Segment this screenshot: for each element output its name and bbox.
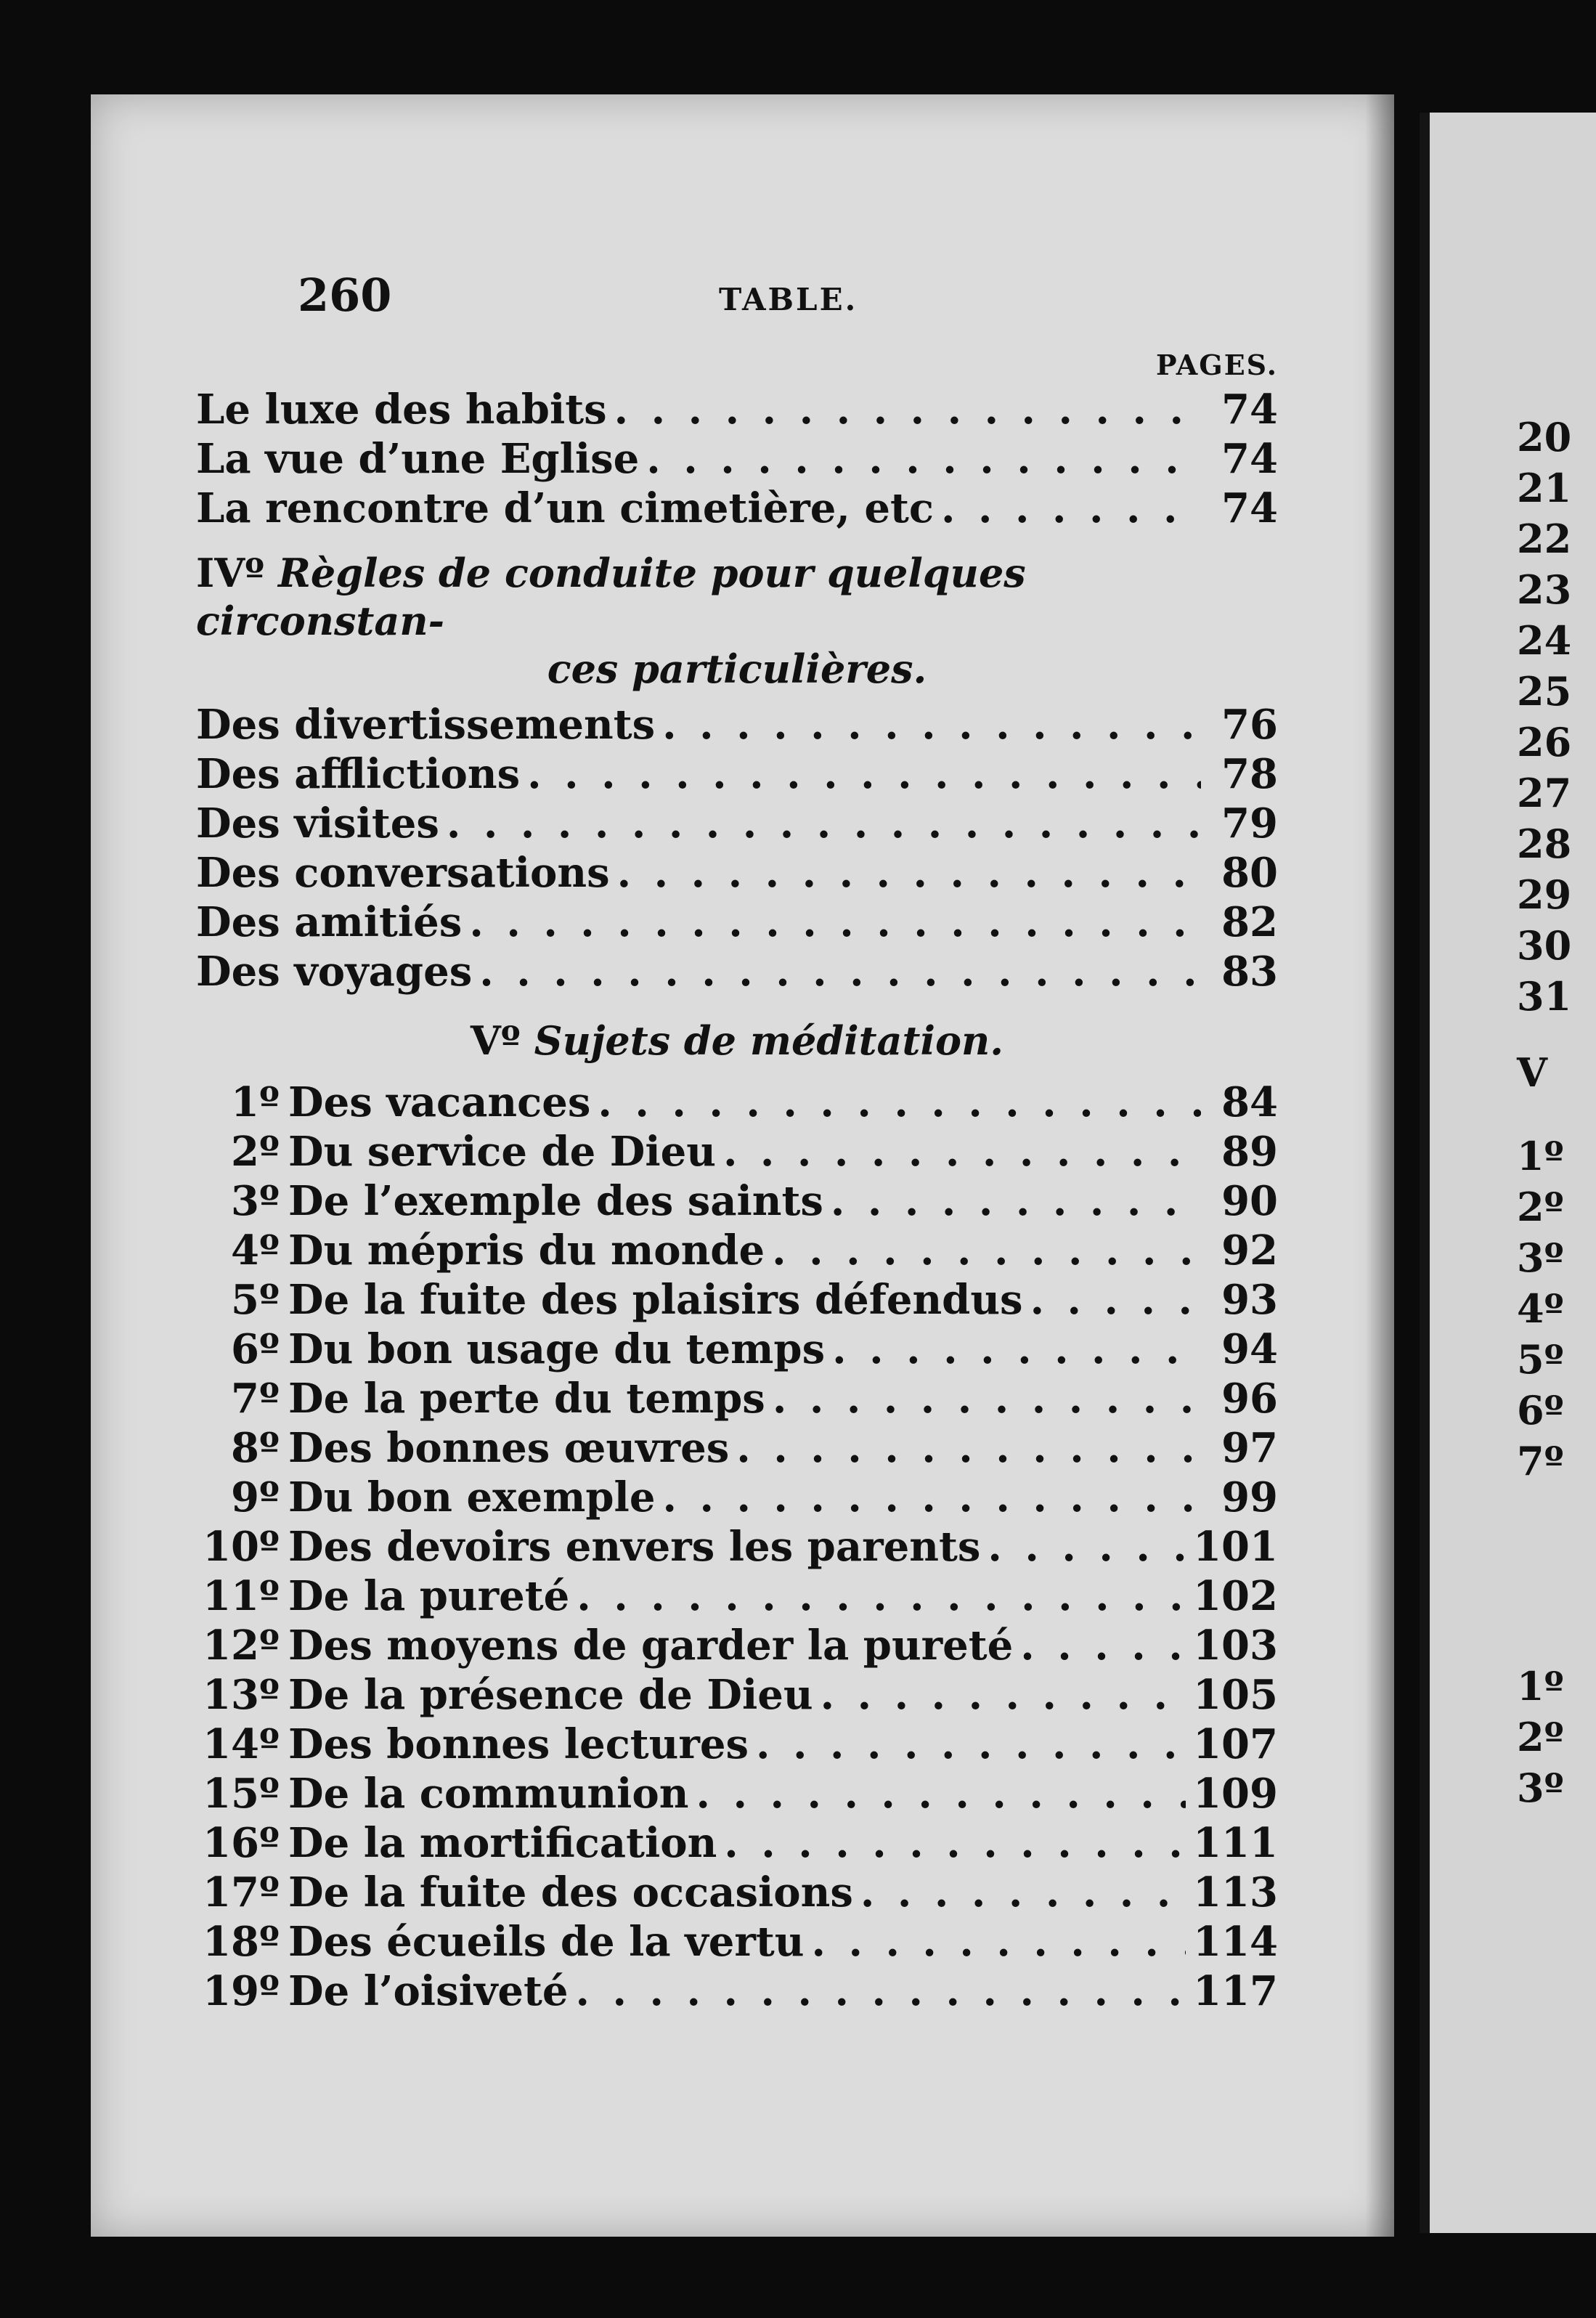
entry-title: Des devoirs envers les parents [288, 1523, 981, 1571]
dot-leader [988, 1522, 1186, 1571]
dot-leader [479, 947, 1201, 996]
entry-page: 105 [1193, 1671, 1278, 1719]
dot-leader [469, 898, 1201, 947]
entry-page: 103 [1193, 1622, 1278, 1670]
section-title-line2: ces particulières. [547, 646, 927, 692]
toc-entry [196, 1275, 1278, 1325]
entry-page: 78 [1221, 750, 1278, 798]
entry-page: 92 [1221, 1227, 1278, 1274]
entry-title: Du service de Dieu [288, 1128, 716, 1176]
entry-number: 4º [231, 1227, 280, 1274]
toc-entry [196, 1127, 1278, 1176]
entry-page: 84 [1221, 1078, 1278, 1126]
toc-entry [196, 1325, 1278, 1374]
adjacent-page-fragment: 3º [1517, 1235, 1564, 1281]
toc-entry [196, 947, 1278, 996]
entry-page: 83 [1221, 948, 1278, 996]
toc-entry [196, 484, 1278, 533]
adjacent-page-fragment: 29 [1517, 871, 1572, 918]
entry-number: 18º [203, 1918, 280, 1966]
entry-page: 96 [1221, 1375, 1278, 1423]
toc-entry [196, 749, 1278, 799]
entry-title: De la communion [288, 1770, 689, 1818]
toc-entry [196, 1571, 1278, 1621]
entry-title: De l’oisiveté [288, 1967, 569, 2015]
entry-number: 8º [231, 1424, 280, 1472]
entry-title: De la fuite des plaisirs défendus [288, 1276, 1023, 1324]
entry-page: 93 [1221, 1276, 1278, 1324]
dot-leader [696, 1769, 1186, 1818]
entry-number: 12º [203, 1622, 280, 1670]
toc-entry [196, 1522, 1278, 1571]
dot-leader [614, 385, 1201, 434]
toc-entry [196, 1176, 1278, 1226]
entry-title: Du bon exemple [288, 1473, 656, 1521]
entry-number: 14º [203, 1720, 280, 1768]
section-roman: Vº [470, 1017, 521, 1064]
entry-title: De l’exemple des saints [288, 1177, 823, 1225]
entry-number: 16º [203, 1819, 280, 1867]
entry-number: 9º [231, 1473, 280, 1521]
dot-leader [772, 1226, 1201, 1275]
adjacent-page-fragment: 31 [1517, 973, 1572, 1020]
dot-leader [662, 700, 1201, 749]
entry-number: 2º [231, 1128, 280, 1176]
dot-leader [941, 484, 1201, 533]
entry-title: Du bon usage du temps [288, 1325, 826, 1373]
entry-page: 82 [1221, 898, 1278, 946]
toc-entry [196, 898, 1278, 947]
toc-entry [196, 385, 1278, 434]
adjacent-page-fragment: 2º [1517, 1184, 1564, 1230]
toc-entry [196, 1967, 1278, 2016]
entry-page: 94 [1221, 1325, 1278, 1373]
page-header [196, 269, 1278, 349]
adjacent-page-fragment: 1º [1517, 1663, 1564, 1709]
dot-leader [1030, 1275, 1201, 1325]
entry-page: 111 [1193, 1819, 1278, 1867]
toc-entry [196, 1473, 1278, 1522]
entry-page: 109 [1193, 1770, 1278, 1818]
section-heading-iv [196, 549, 1278, 693]
dot-leader [831, 1176, 1201, 1226]
toc-entry [196, 1720, 1278, 1769]
toc-entry [196, 1917, 1278, 1967]
pages-column-label: PAGES. [1155, 349, 1278, 381]
toc-entry [196, 799, 1278, 848]
entry-page: 74 [1221, 435, 1278, 483]
dot-leader [1020, 1621, 1186, 1670]
entry-page: 90 [1221, 1177, 1278, 1225]
dot-leader [617, 848, 1201, 898]
entry-number: 19º [203, 1967, 280, 2015]
entry-title: Des visites [196, 800, 439, 847]
section-title-line1: Règles de conduite pour quelques circonstan- [196, 550, 1026, 644]
dot-leader [811, 1917, 1186, 1967]
entry-title: Des moyens de garder la pureté [288, 1622, 1014, 1670]
entry-page: 107 [1193, 1720, 1278, 1768]
dot-leader [576, 1967, 1186, 2016]
entry-title: De la fuite des occasions [288, 1868, 853, 1916]
adjacent-page-fragment: 5º [1517, 1336, 1564, 1383]
entry-title: Des écueils de la vertu [288, 1918, 805, 1966]
entry-number: 17º [203, 1868, 280, 1916]
toc-entry [196, 1818, 1278, 1868]
section-roman: IVº [196, 550, 265, 596]
adjacent-page-edge [1420, 113, 1596, 2233]
section-title: Sujets de méditation. [534, 1017, 1004, 1064]
entry-title: Des conversations [196, 849, 610, 897]
adjacent-page-fragment: 27 [1517, 770, 1572, 816]
entry-page: 74 [1221, 386, 1278, 434]
entry-title: De la mortification [288, 1819, 717, 1867]
adjacent-page-fragment: 23 [1517, 566, 1572, 613]
entry-page: 99 [1221, 1473, 1278, 1521]
adjacent-page-fragment: 22 [1517, 516, 1572, 562]
adjacent-page-fragment: 28 [1517, 821, 1572, 867]
toc-entry [196, 1621, 1278, 1670]
toc-entry [196, 1078, 1278, 1127]
entry-number: 7º [231, 1375, 280, 1423]
dot-leader [724, 1818, 1186, 1868]
adjacent-page-fragment: 24 [1517, 617, 1572, 664]
dot-leader [756, 1720, 1186, 1769]
dot-leader [646, 434, 1201, 484]
entries-group-v [196, 1078, 1278, 2016]
section-heading-v [196, 1017, 1278, 1065]
adjacent-page-fragment: 26 [1517, 719, 1572, 765]
entry-title: De la perte du temps [288, 1375, 765, 1423]
adjacent-page-fragment: 6º [1517, 1387, 1564, 1434]
entry-page: 74 [1221, 484, 1278, 532]
entry-page: 114 [1193, 1918, 1278, 1966]
entry-title: De la pureté [288, 1572, 570, 1620]
dot-leader [773, 1374, 1201, 1423]
entry-number: 10º [203, 1523, 280, 1571]
toc-entry [196, 1868, 1278, 1917]
entry-page: 102 [1193, 1572, 1278, 1620]
dot-leader [832, 1325, 1201, 1374]
adjacent-page-fragment: 7º [1517, 1438, 1564, 1484]
adjacent-page-fragment: 2º [1517, 1714, 1564, 1760]
toc-entry [196, 1374, 1278, 1423]
dot-leader [662, 1473, 1201, 1522]
entry-number: 3º [231, 1177, 280, 1225]
entry-page: 79 [1221, 800, 1278, 847]
entry-page: 89 [1221, 1128, 1278, 1176]
entry-number: 6º [231, 1325, 280, 1373]
adjacent-page-fragment: 20 [1517, 414, 1572, 460]
entry-title: Du mépris du monde [288, 1227, 765, 1274]
dot-leader [821, 1670, 1186, 1720]
entry-page: 80 [1221, 849, 1278, 897]
entry-page: 97 [1221, 1424, 1278, 1472]
entry-page: 113 [1193, 1868, 1278, 1916]
adjacent-page-fragment: 30 [1517, 922, 1572, 969]
dot-leader [527, 749, 1201, 799]
toc-entry [196, 1670, 1278, 1720]
dot-leader [447, 799, 1201, 848]
page-number: 260 [298, 269, 392, 322]
adjacent-page-fragment: 25 [1517, 668, 1572, 715]
entry-title: Des vacances [288, 1078, 591, 1126]
entry-page: 117 [1193, 1967, 1278, 2015]
dot-leader [577, 1571, 1186, 1621]
entry-title: Des amitiés [196, 898, 463, 946]
dot-leader [860, 1868, 1186, 1917]
entry-title: Des voyages [196, 948, 473, 996]
entry-title: Des bonnes œuvres [288, 1424, 730, 1472]
entry-title: La rencontre d’un cimetière, etc [196, 484, 934, 532]
toc-entry [196, 700, 1278, 749]
entry-number: 5º [231, 1276, 280, 1324]
entry-title: Des bonnes lectures [288, 1720, 749, 1768]
entry-number: 11º [203, 1572, 280, 1620]
running-title: TABLE. [719, 282, 858, 317]
entry-number: 15º [203, 1770, 280, 1818]
toc-entry [196, 1226, 1278, 1275]
entry-title: De la présence de Dieu [288, 1671, 813, 1719]
entries-group-iv [196, 700, 1278, 996]
adjacent-page-fragment: 4º [1517, 1285, 1564, 1332]
adjacent-page-fragment: 21 [1517, 465, 1572, 511]
entry-number: 1º [231, 1078, 280, 1126]
entry-page: 76 [1221, 701, 1278, 749]
toc-entry [196, 848, 1278, 898]
adjacent-page-fragment: 3º [1517, 1765, 1564, 1811]
entry-title: La vue d’une Eglise [196, 435, 640, 483]
dot-leader [598, 1078, 1201, 1127]
entry-title: Des divertissements [196, 701, 656, 749]
entries-group-top [196, 385, 1278, 533]
entry-title: Le luxe des habits [196, 386, 607, 434]
toc-entry [196, 434, 1278, 484]
adjacent-page-fragment: V [1517, 1049, 1547, 1096]
table-of-contents [196, 269, 1278, 2016]
toc-entry [196, 1769, 1278, 1818]
dot-leader [736, 1423, 1201, 1473]
entry-title: Des afflictions [196, 750, 521, 798]
entry-number: 13º [203, 1671, 280, 1719]
toc-entry [196, 1423, 1278, 1473]
dot-leader [723, 1127, 1201, 1176]
adjacent-page-fragment: 1º [1517, 1133, 1564, 1179]
entry-page: 101 [1193, 1523, 1278, 1571]
